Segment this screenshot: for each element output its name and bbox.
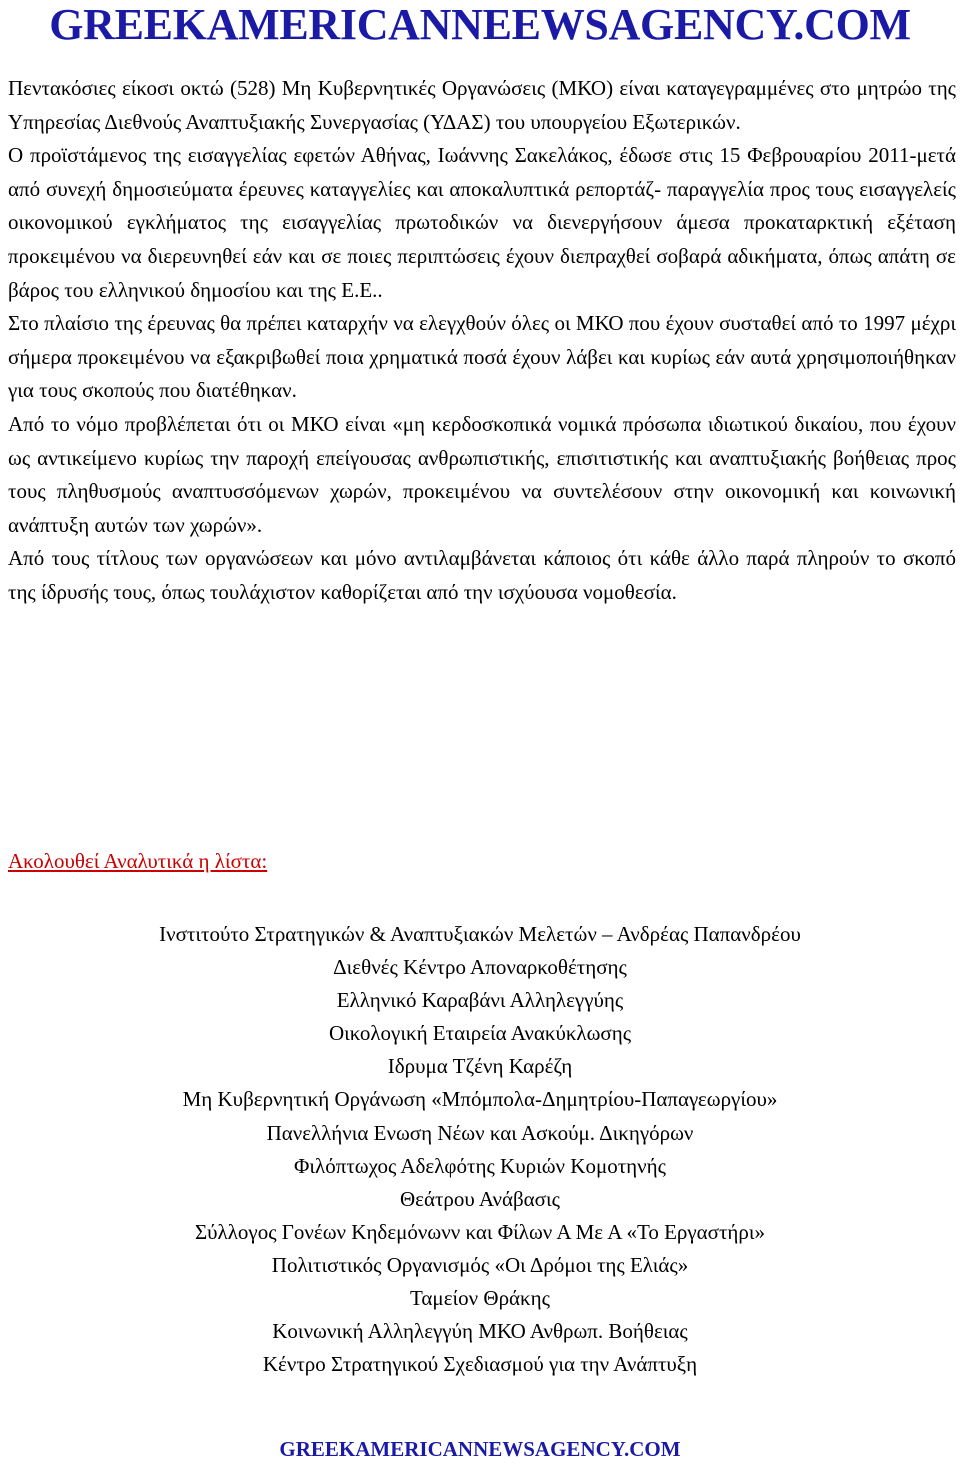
list-item: Κέντρο Στρατηγικού Σχεδιασμού για την Ανάπτυξη <box>262 1352 698 1377</box>
list-item: Ιδρυμα Τζένη Καρέζη <box>387 1054 573 1079</box>
list-item: Πανελλήνια Ενωση Νέων και Ασκούμ. Δικηγόρων <box>266 1120 694 1145</box>
list-item: Διεθνές Κέντρο Απoναρκοθέτησης <box>333 955 627 980</box>
list-item: Θεάτρου Ανάβασις <box>400 1186 560 1211</box>
paragraph-investigation-scope: Στο πλαίσιο της έρευνας θα πρέπει καταρχήν να ελεγχθούν όλες οι ΜΚΟ που έχουν συσταθεί από το 1997 μέχρι σήμερα προκειμένου να εξακριβωθεί ποια χρηματικά ποσά έχουν λάβει και κυρίως εάν αυτά χρησιμοποιήθηκαν για τους σκοπούς που διατέθηκαν. <box>8 311 956 403</box>
organization-list <box>0 918 960 1381</box>
paragraph-ngo-count: Πεντακόσιες είκοσι οκτώ (528) Μη Κυβερνητικές Οργανώσεις (ΜΚΟ) είναι καταγεγραμμένες στο μητρώο της Υπηρεσίας Διεθνούς Αναπτυξιακής Συνεργασίας (ΥΔΑΣ) του υπουργείου Εξωτερικών. <box>8 76 956 134</box>
masthead-title: GREEKAMERICANNEEWSAGENCY.COM <box>49 0 911 49</box>
list-item: Φιλόπτωχος Αδελφότης Κυριών Κομοτηνής <box>294 1153 666 1178</box>
list-item: Οικολογική Εταιρεία Ανακύκλωσης <box>328 1021 632 1046</box>
list-item: Μη Κυβερνητική Οργάνωση «Μπόμπολα-Δημητρίου-Παπαγεωργίου» <box>182 1087 778 1112</box>
paragraph-legal-definition: Από το νόμο προβλέπεται ότι οι ΜΚΟ είναι «μη κερδοσκοπικά νομικά πρόσωπα ιδιωτικού δικαίου, που έχουν ως αντικείμενο κυρίως την παροχή επείγουσας ανθρωπιστικής, επισιτιστικής και αναπτυξιακής βοήθειας προς τους πληθυσμούς αναπτυσσόμενων χωρών, προκειμένου να συντελέσουν στην οικονομική και κοινωνική ανάπτυξη αυτών των χωρών». <box>8 411 956 537</box>
list-item: Σύλλογος Γονέων Κηδεμόνωνν και Φίλων Α Με Α «Το Εργαστήρι» <box>194 1219 766 1244</box>
list-heading: Ακολουθεί Αναλυτικά η λίστα: <box>8 849 268 873</box>
list-item: Ταμείον Θράκης <box>410 1286 550 1311</box>
article-body <box>8 72 956 610</box>
list-item: Κοινωνική Αλληλεγγύη ΜΚΟ Ανθρωπ. Βοήθειας <box>272 1319 688 1344</box>
paragraph-prosecutor-order: Ο προϊστάμενος της εισαγγελίας εφετών Αθήνας, Ιωάννης Σακελάκος, έδωσε στις 15 Φεβρουαρίου 2011-μετά από συνεχή δημοσιεύματα έρευνες καταγγελίες και αποκαλυπτικά ρεπορτάζ- παραγγελία προς τους εισαγγελείς οικονομικού εγκλήματος της εισαγγελίας πρωτοδικών να διενεργήσουν άμεσα προκαταρκτική εξέταση προκειμένου να διερευνηθεί εάν και σε ποιες περιπτώσεις έχουν διεπραχθεί σοβαρά αδικήματα, όπως απάτη σε βάρος του ελληνικού δημοσίου και της Ε.Ε.. <box>8 143 956 302</box>
list-item: Ελληνικό Καραβάνι Αλληλεγγύης <box>336 988 624 1013</box>
footer-site-name: GREEKAMERICANNEWSAGENCY.COM <box>279 1437 681 1461</box>
list-item: Ινστιτούτο Στρατηγικών & Αναπτυξιακών Μελετών – Ανδρέας Παπανδρέου <box>159 922 801 946</box>
list-item: Πολιτιστικός Οργανισμός «Οι Δρόμοι της Ελιάς» <box>271 1252 689 1277</box>
paragraph-titles-remark: Από τους τίτλους των οργανώσεων και μόνο αντιλαμβάνεται κάποιος ότι κάθε άλλο παρά πληρούν το σκοπό της ίδρυσής τους, όπως τουλάχιστον καθορίζεται από την ισχύουσα νομοθεσία. <box>8 546 956 604</box>
